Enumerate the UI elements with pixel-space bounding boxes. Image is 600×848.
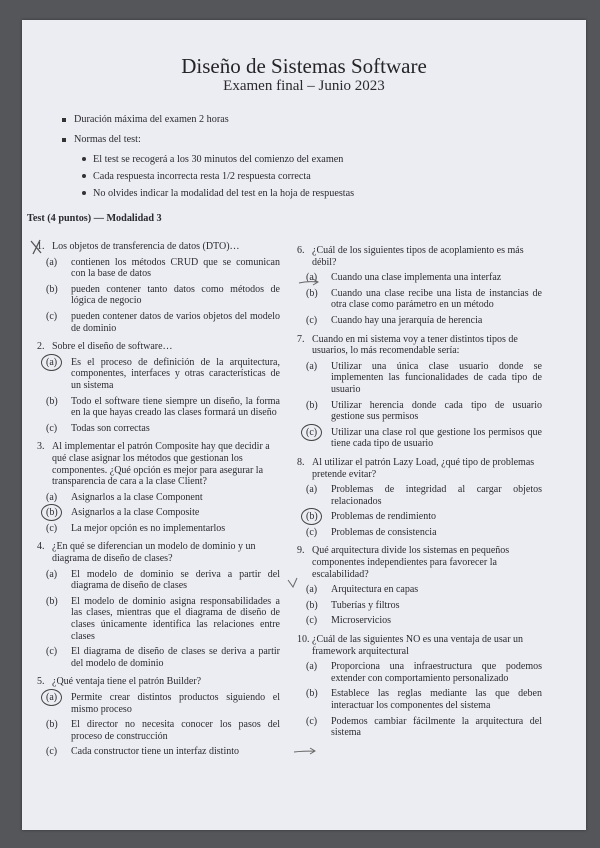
option-text: Problemas de rendimiento: [331, 511, 436, 523]
option-letter: [37, 719, 71, 742]
norm-item: El test se recogerá a los 30 minutos del comienzo del examen: [82, 154, 562, 165]
option-letter-text: (c): [46, 522, 58, 534]
answer-option: [297, 615, 542, 627]
option-text: Problemas de consistencia: [331, 526, 437, 538]
answer-option: [297, 288, 542, 311]
option-letter-text: (c): [306, 615, 318, 627]
option-text: Arquitectura en capas: [331, 584, 419, 596]
option-letter: [37, 423, 71, 435]
option-letter: [297, 315, 331, 327]
question-stem: [297, 457, 542, 480]
question-text: Al utilizar el patrón Lazy Load, ¿qué tipo de problemas pretende evitar?: [312, 456, 535, 480]
question-stem: [37, 441, 280, 487]
option-letter-text: (b): [306, 511, 318, 523]
check-mark-icon: [288, 578, 297, 587]
option-letter-text: (c): [46, 646, 58, 658]
option-letter: [297, 615, 331, 627]
question-number: 7.: [297, 333, 305, 345]
question-text: Al implementar el patrón Composite hay que decidir a qué clase asignar los métodos que gestionan los componentes. ¿Qué opción es mejor para asegurar la transparencia de cara a la clase Client?: [52, 441, 270, 488]
option-letter-text: (a): [306, 584, 318, 596]
option-letter-text: (a): [306, 484, 318, 496]
answer-option: [37, 311, 280, 334]
answer-option: [297, 272, 542, 284]
option-letter: [37, 569, 71, 592]
option-letter: [37, 692, 71, 715]
option-letter-text: (a): [46, 256, 58, 268]
option-letter-text: (a): [46, 356, 58, 368]
option-text: Todas son correctas: [71, 422, 150, 434]
question: [37, 341, 280, 434]
question-text: Los objetos de transferencia de datos (DTO)…: [52, 241, 240, 252]
answer-option: [37, 507, 280, 519]
question-number: 3.: [37, 441, 45, 453]
option-text: Cuando una clase implementa una interfaz: [331, 272, 502, 284]
exam-page: [22, 20, 586, 830]
question-stem: [297, 634, 542, 657]
answer-option: [297, 600, 542, 612]
test-heading: Test (4 puntos) — Modalidad 3: [27, 213, 162, 224]
option-letter-text: (a): [306, 661, 318, 673]
question-number: 8.: [297, 456, 305, 468]
option-text: La mejor opción es no implementarlos: [71, 522, 226, 534]
option-letter: [37, 357, 71, 392]
option-letter-text: (b): [46, 595, 58, 607]
option-text: Utilizar una única clase usuario donde se implementen las funcionalidades de cada tipo de usuario: [331, 360, 542, 395]
option-letter: [297, 661, 331, 684]
question: [297, 545, 542, 627]
option-text: Permite crear distintos productos siguiendo el mismo proceso: [71, 692, 280, 715]
option-letter: [297, 272, 331, 284]
rule-norms-label: Normas del test:: [62, 134, 562, 145]
option-letter: [37, 746, 71, 758]
answer-option: [37, 746, 280, 758]
answer-option: [297, 584, 542, 596]
question-number: 10.: [297, 634, 310, 646]
question-number: 4.: [37, 541, 45, 553]
question: [37, 241, 280, 334]
option-text: Cuando una clase recibe una lista de instancias de otra clase como parámetro en un método: [331, 287, 542, 311]
answer-option: [297, 361, 542, 396]
question: [37, 676, 280, 758]
answer-option: [297, 315, 542, 327]
answer-option: [297, 661, 542, 684]
answer-option: [37, 523, 280, 535]
option-letter: [297, 400, 331, 423]
answer-option: [37, 284, 280, 307]
option-text: El diagrama de diseño de clases se deriva a partir del modelo de dominio: [71, 646, 280, 669]
option-text: El modelo de dominio asigna responsabilidades a las clases, mientras que el diagrama de diseño de clases únicamente identifica las relaciones entre clases: [71, 595, 280, 642]
option-text: Cada constructor tiene un interfaz distinto: [71, 746, 240, 758]
question-text: Qué arquitectura divide los sistemas en pequeños componentes independientes para favorecer la escalabilidad?: [312, 545, 510, 580]
question: [37, 541, 280, 669]
answer-option: [297, 400, 542, 423]
question-text: ¿Cuál de los siguientes tipos de acoplamiento es más débil?: [312, 245, 524, 268]
option-letter: [297, 527, 331, 539]
question-stem: [37, 676, 280, 688]
option-text: Todo el software tiene siempre un diseño, la forma en la que hayas creado las clases formará un diseño: [71, 395, 280, 419]
question: [297, 245, 542, 327]
question-text: Sobre el diseño de software…: [52, 341, 173, 353]
answer-option: [297, 427, 542, 450]
option-text: Asignarlos a la clase Composite: [71, 507, 200, 519]
norm-item: Cada respuesta incorrecta resta 1/2 respuesta correcta: [82, 171, 562, 182]
answer-option: [37, 646, 280, 669]
answer-option: [37, 719, 280, 742]
answer-option: [37, 692, 280, 715]
option-letter: [37, 396, 71, 419]
answer-option: [297, 511, 542, 523]
option-letter: [37, 284, 71, 307]
option-text: contienen los métodos CRUD que se comunican con la base de datos: [71, 256, 280, 280]
question: [297, 457, 542, 539]
question-stem: [37, 541, 280, 564]
option-text: Podemos cambiar fácilmente la arquitectura del sistema: [331, 715, 542, 739]
questions-left-column: [37, 241, 280, 765]
option-letter-text: (a): [306, 360, 318, 372]
option-letter-text: (b): [46, 283, 58, 295]
option-letter-text: (b): [306, 688, 318, 700]
question-number: 9.: [297, 545, 305, 557]
option-letter: [37, 492, 71, 504]
question-text: Cuando en mi sistema voy a tener distintos tipos de usuarios, lo más recomendable sería:: [312, 333, 518, 357]
option-text: El modelo de dominio se deriva a partir del diagrama de diseño de clases: [71, 568, 280, 592]
option-letter-text: (c): [306, 715, 318, 727]
option-letter-text: (b): [306, 599, 318, 611]
option-letter: [297, 427, 331, 450]
page-subtitle: Examen final – Junio 2023: [223, 78, 385, 94]
answer-option: [37, 357, 280, 392]
question-stem: [297, 334, 542, 357]
option-text: Microservicios: [331, 615, 391, 627]
option-letter-text: (c): [46, 310, 58, 322]
option-letter: [37, 596, 71, 642]
answer-option: [37, 257, 280, 280]
exam-rules: [62, 114, 562, 205]
option-text: Proporciona una infraestructura que podemos extender con comportamiento personalizado: [331, 661, 542, 684]
option-letter-text: (b): [46, 507, 58, 519]
page-title: Diseño de Sistemas Software: [181, 54, 427, 78]
answer-option: [297, 527, 542, 539]
option-letter: [297, 361, 331, 396]
option-letter-text: (a): [46, 692, 58, 703]
option-letter-text: (b): [46, 395, 58, 407]
question-stem: [297, 245, 542, 268]
question-number: 2.: [37, 341, 45, 353]
option-text: Problemas de integridad al cargar objetos relacionados: [331, 484, 542, 507]
answer-option: [297, 484, 542, 507]
option-letter: [37, 507, 71, 519]
answer-option: [297, 688, 542, 711]
option-text: El director no necesita conocer los pasos del proceso de construcción: [71, 719, 280, 742]
answer-option: [37, 596, 280, 642]
option-letter: [37, 646, 71, 669]
option-letter-text: (c): [46, 746, 58, 758]
arrow-mark-icon: [294, 748, 315, 754]
option-text: Cuando hay una jerarquía de herencia: [331, 314, 483, 326]
option-letter: [37, 311, 71, 334]
option-letter: [37, 257, 71, 280]
option-text: Utilizar una clase rol que gestione los permisos que tiene cada tipo de usuario: [331, 426, 542, 450]
option-letter-text: (c): [306, 526, 318, 538]
question: [297, 634, 542, 739]
question-number: 6.: [297, 245, 305, 256]
option-letter-text: (a): [46, 491, 58, 503]
option-letter-text: (a): [46, 568, 58, 580]
question: [297, 334, 542, 450]
option-letter-text: (c): [306, 426, 318, 438]
option-text: Establece las reglas mediante las que deben interactuar los componentes del sistema: [331, 688, 542, 711]
option-text: Asignarlos a la clase Component: [71, 491, 203, 503]
question: [37, 441, 280, 534]
rule-duration: Duración máxima del examen 2 horas: [62, 114, 562, 125]
answer-option: [37, 492, 280, 504]
question-number: 1.: [37, 241, 45, 252]
question-text: ¿Qué ventaja tiene el patrón Builder?: [52, 676, 202, 688]
option-letter: [297, 716, 331, 739]
question-stem: [37, 341, 280, 353]
option-text: Tuberías y filtros: [331, 599, 400, 611]
option-text: Es el proceso de definición de la arquitectura, componentes, interfaces y otras características de un sistema: [71, 356, 280, 391]
answer-option: [37, 423, 280, 435]
option-text: Utilizar herencia donde cada tipo de usuario gestione sus permisos: [331, 399, 542, 423]
answer-option: [297, 716, 542, 739]
answer-option: [37, 569, 280, 592]
option-letter-text: (b): [306, 399, 318, 411]
option-letter-text: (b): [306, 287, 318, 299]
option-letter-text: (c): [306, 314, 318, 326]
option-letter: [297, 600, 331, 612]
answer-option: [37, 396, 280, 419]
option-letter: [37, 523, 71, 535]
option-text: pueden contener datos de varios objetos del modelo de dominio: [71, 310, 280, 334]
option-letter: [297, 484, 331, 507]
question-stem: [37, 241, 280, 253]
questions-right-column: [297, 245, 542, 746]
option-letter: [297, 688, 331, 711]
option-letter-text: (a): [306, 272, 318, 284]
option-text: pueden contener tanto datos como métodos de lógica de negocio: [71, 283, 280, 307]
option-letter: [297, 288, 331, 311]
option-letter-text: (b): [46, 719, 58, 731]
question-text: ¿Cuál de las siguientes NO es una ventaja de usar un framework arquitectural: [312, 634, 524, 657]
question-number: 5.: [37, 676, 45, 688]
option-letter: [297, 584, 331, 596]
option-letter-text: (c): [46, 422, 58, 434]
option-letter: [297, 511, 331, 523]
norm-item: No olvides indicar la modalidad del test en la hoja de respuestas: [82, 188, 562, 199]
question-text: ¿En qué se diferencian un modelo de dominio y un diagrama de diseño de clases?: [52, 541, 256, 565]
question-stem: [297, 545, 542, 580]
